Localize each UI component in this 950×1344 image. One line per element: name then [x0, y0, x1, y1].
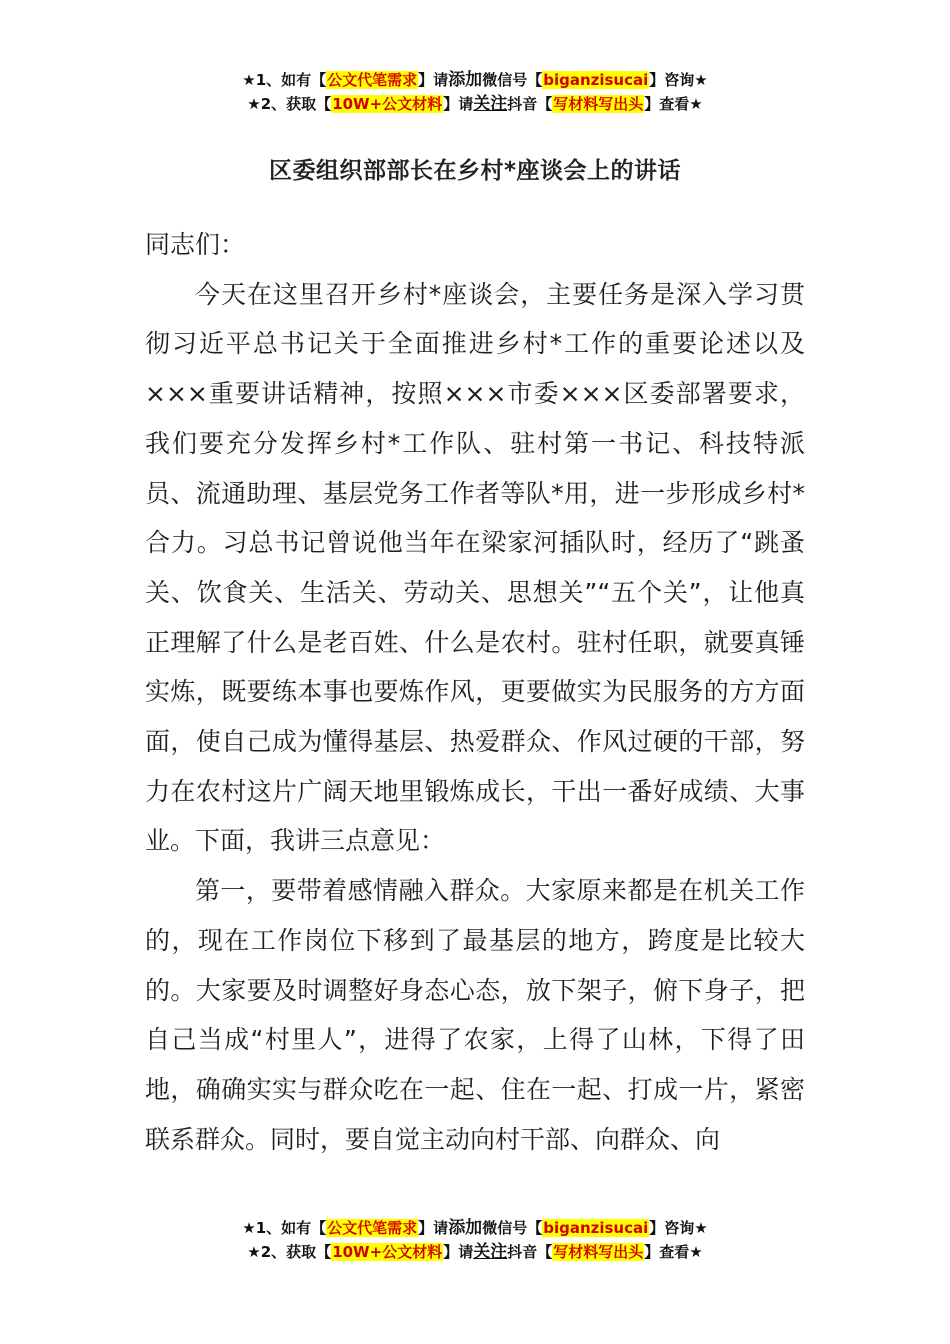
materials-highlight: 10W+公文材料 — [332, 95, 443, 113]
douyin-account-highlight: 写材料写出头 — [553, 95, 644, 113]
header-banner-line-2: ★2、获取【10W+公文材料】请关注抖音【写材料写出头】查看★ — [247, 94, 703, 114]
salutation: 同志们： — [145, 230, 246, 259]
paragraph-intro: 今天在这里召开乡村*座谈会，主要任务是深入学习贯彻习近平总书记关于全面推进乡村*工作的重要论述以及×××重要讲话精神，按照×××市委×××区委部署要求，我们要充分发挥乡村*工作队、驻村第一书记、科技特派员、流通助理、基层党务工作者等队*用，进一步形成乡村*合力。习总书记曾说他当年在梁家河插队时，经历了“跳蚤关、饮食关、生活关、劳动关、思想关”“五个关”，让他真正理解了什么是老百姓、什么是农村。驻村任职，就要真锤实炼，既要练本事也要炼作风，更要做实为民服务的方方面面，使自己成为懂得基层、热爱群众、作风过硬的干部，努力在农村这片广阔天地里锻炼成长，干出一番好成绩、大事业。下面，我讲三点意见： — [145, 279, 805, 856]
header-banner — [0, 68, 950, 116]
materials-highlight: 10W+公文材料 — [332, 1243, 443, 1261]
paragraph-point-one: 第一，要带着感情融入群众。大家原来都是在机关工作的，现在工作岗位下移到了最基层的地方，跨度是比较大的。大家要及时调整好身态心态，放下架子，俯下身子，把自己当成“村里人”，进得了农家，上得了山林，下得了田地，确确实实与群众吃在一起、住在一起、打成一片，紧密联系群众。同时，要自觉主动向村干部、向群众、向 — [145, 876, 805, 1154]
wechat-id-highlight: biganzisucai — [543, 1219, 649, 1237]
footer-banner-line-2: ★2、获取【10W+公文材料】请关注抖音【写材料写出头】查看★ — [247, 1242, 703, 1262]
header-banner-line-1: ★1、如有【公文代笔需求】请添加微信号【biganzisucai】咨询★ — [242, 70, 708, 90]
footer-banner-line-1: ★1、如有【公文代笔需求】请添加微信号【biganzisucai】咨询★ — [242, 1218, 708, 1238]
document-body — [145, 220, 805, 1164]
ghostwriting-highlight: 公文代笔需求 — [327, 71, 418, 89]
douyin-account-highlight: 写材料写出头 — [553, 1243, 644, 1261]
document-title: 区委组织部部长在乡村*座谈会上的讲话 — [268, 158, 682, 184]
wechat-id-highlight: biganzisucai — [543, 71, 649, 89]
ghostwriting-highlight: 公文代笔需求 — [327, 1219, 418, 1237]
footer-banner — [0, 1216, 950, 1264]
